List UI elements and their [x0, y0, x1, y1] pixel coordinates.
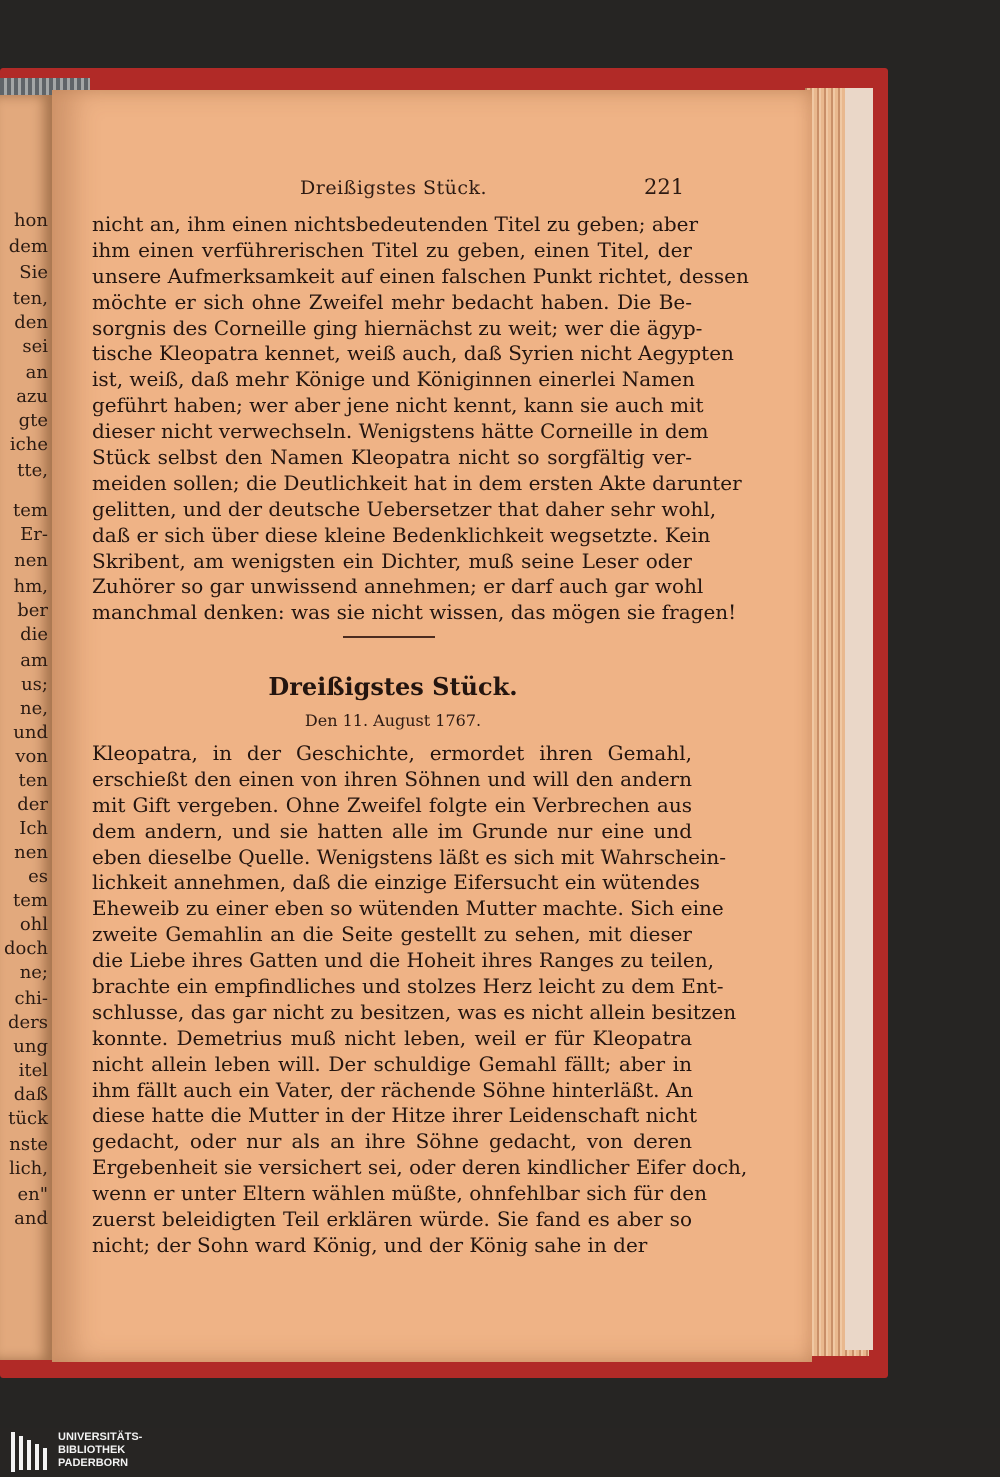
text-line: Ergebenheit sie versichert sei, oder deren kindlicher Eifer doch, — [92, 1155, 748, 1180]
text-line: geführt haben; wer aber jene nicht kennt, kann sie auch mit — [92, 393, 704, 418]
text-line: ist, weiß, daß mehr Könige und Königinnen einerlei Namen — [92, 367, 695, 392]
left-page-fragment: dem — [8, 236, 48, 257]
text-line: Eheweib zu einer eben so wütenden Mutter machte. Sich eine — [92, 896, 724, 921]
text-line: daß er sich über diese kleine Bedenklichkeit wegsetzte. Kein — [92, 522, 711, 547]
left-page-fragment: doch — [3, 938, 48, 959]
left-page-fragment: us; — [21, 674, 48, 695]
left-page-fragment: Sie — [19, 262, 48, 283]
left-page-fragment: hm, — [13, 576, 48, 597]
text-line: ihm einen verführerischen Titel zu geben, einen Titel, der — [92, 237, 692, 262]
text-line: ihm fällt auch ein Vater, der rächende Söhne hinterläßt. An — [92, 1077, 694, 1102]
left-page-fragment: ung — [13, 1036, 48, 1057]
library-logo-icon — [6, 1428, 50, 1474]
left-page-fragment: es — [28, 866, 48, 887]
text-line: wenn er unter Eltern wählen müßte, ohnfehlbar sich für den — [92, 1181, 708, 1206]
text-line: erschießt den einen von ihren Söhnen und will den andern — [92, 766, 692, 791]
left-page-fragment: en" — [17, 1184, 48, 1205]
left-page-fragment: und — [13, 722, 48, 743]
text-line: nicht allein leben will. Der schuldige Gemahl fällt; aber in — [92, 1051, 692, 1076]
left-page-fragment: and — [14, 1208, 48, 1229]
text-line: Zuhörer so gar unwissend annehmen; er darf auch gar wohl — [92, 574, 704, 599]
text-line: Skribent, am wenigsten ein Dichter, muß seine Leser oder — [92, 548, 692, 573]
text-line: dieser nicht verwechseln. Wenigstens hätte Corneille in dem — [92, 419, 709, 444]
left-page-fragment: am — [20, 650, 48, 671]
left-page-fragment: ne, — [20, 698, 48, 719]
text-line: nicht an, ihm einen nichtsbedeutenden Titel zu geben; aber — [92, 212, 699, 236]
page-number: 221 — [644, 175, 685, 199]
library-name-line-2: BIBLIOTHEK — [58, 1444, 126, 1456]
text-line: Kleopatra, in der Geschichte, ermordet ihren Gemahl, — [92, 741, 692, 765]
left-page-fragment: ne; — [19, 962, 48, 983]
left-page-fragment: nste — [9, 1134, 48, 1155]
left-page-fragment: der — [17, 794, 48, 815]
text-line: zuerst beleidigten Teil erklären würde. Sie fand es aber so — [92, 1207, 692, 1232]
library-name-line-3: PADERBORN — [58, 1457, 129, 1469]
left-page-fragment: tem — [13, 500, 48, 521]
library-footer — [0, 1428, 1000, 1477]
left-page-fragment: tte, — [17, 460, 48, 481]
text-line: brachte ein empfindliches und stolzes Herz leicht zu dem Ent- — [92, 974, 724, 999]
left-page-fragment: von — [15, 746, 48, 767]
chapter-heading: Dreißigstes Stück. — [268, 672, 518, 701]
text-line: zweite Gemahlin an die Seite gestellt zu sehen, mit dieser — [92, 922, 692, 947]
text-line: tische Kleopatra kennet, weiß auch, daß Syrien nicht Aegypten — [92, 341, 734, 366]
left-page-fragment: nen — [14, 550, 48, 571]
running-title: Dreißigstes Stück. — [300, 177, 488, 199]
text-line: unsere Aufmerksamkeit auf einen falschen Punkt richtet, dessen — [92, 263, 749, 288]
text-line: eben dieselbe Quelle. Wenigstens läßt es sich mit Wahrschein- — [92, 844, 726, 869]
left-page-fragment: gte — [18, 410, 48, 431]
left-page-fragment: den — [14, 312, 48, 333]
section-rule — [343, 636, 435, 638]
left-page-fragment: iche — [9, 434, 48, 455]
left-page-fragment: ders — [7, 1012, 48, 1033]
text-line: diese hatte die Mutter in der Hitze ihrer Leidenschaft nicht — [92, 1103, 698, 1128]
left-page-fragment: hon — [13, 210, 48, 231]
left-page-fragment: tem — [13, 890, 48, 911]
left-page-fragment: Er- — [20, 524, 48, 545]
text-line: gedacht, oder nur als an ihre Söhne gedacht, von deren — [92, 1129, 692, 1154]
left-page-fragment: Ich — [19, 818, 48, 839]
library-name-line-1: UNIVERSITÄTS- — [58, 1431, 143, 1443]
left-page-fragment: ber — [17, 600, 48, 621]
text-line: die Liebe ihres Gatten und die Hoheit ihres Ranges zu teilen, — [92, 948, 714, 973]
text-line: sorgnis des Corneille ging hiernächst zu weit; wer die ägyp- — [92, 315, 703, 340]
left-page-fragment: die — [20, 624, 48, 645]
endpaper — [845, 88, 873, 1350]
left-page-fragment: daß — [13, 1084, 48, 1105]
text-line: schlusse, das gar nicht zu besitzen, was es nicht allein besitzen — [92, 999, 737, 1024]
text-line: nicht; der Sohn ward König, und der König sahe in der — [92, 1232, 648, 1257]
text-line: mit Gift vergeben. Ohne Zweifel folgte ein Verbrechen aus — [92, 792, 692, 817]
left-page-fragment: ten, — [12, 288, 48, 309]
left-page-fragment: tück — [8, 1108, 48, 1129]
left-page-fragment: ten — [18, 770, 48, 791]
running-head — [0, 177, 1000, 205]
left-page-fragment: ohl — [19, 914, 48, 935]
left-page-fragment: nen — [14, 842, 48, 863]
left-page-fragment: itel — [18, 1060, 48, 1081]
text-line: gelitten, und der deutsche Uebersetzer that daher sehr wohl, — [92, 496, 717, 521]
left-page-fragment: azu — [16, 386, 48, 407]
text-line: meiden sollen; die Deutlichkeit hat in dem ersten Akte darunter — [92, 470, 742, 495]
left-page-fragment: chi- — [14, 988, 48, 1009]
text-line: manchmal denken: was sie nicht wissen, das mögen sie fragen! — [92, 600, 737, 625]
chapter-date: Den 11. August 1767. — [304, 711, 482, 730]
left-page-fragment: lich, — [9, 1158, 48, 1179]
library-name — [58, 1431, 142, 1470]
text-line: Stück selbst den Namen Kleopatra nicht so sorgfältig ver- — [92, 445, 692, 470]
text-line: lichkeit annehmen, daß die einzige Eifersucht ein wütendes — [92, 870, 700, 895]
text-line: konnte. Demetrius muß nicht leben, weil er für Kleopatra — [92, 1025, 692, 1050]
text-line: dem andern, und sie hatten alle im Grunde nur eine und — [92, 818, 692, 843]
left-page-fragment: sei — [22, 336, 48, 357]
text-line: möchte er sich ohne Zweifel mehr bedacht haben. Die Be- — [92, 289, 692, 314]
left-page-fragment: an — [25, 362, 48, 383]
paragraph-2 — [92, 741, 748, 1259]
paragraph-1 — [92, 212, 749, 626]
